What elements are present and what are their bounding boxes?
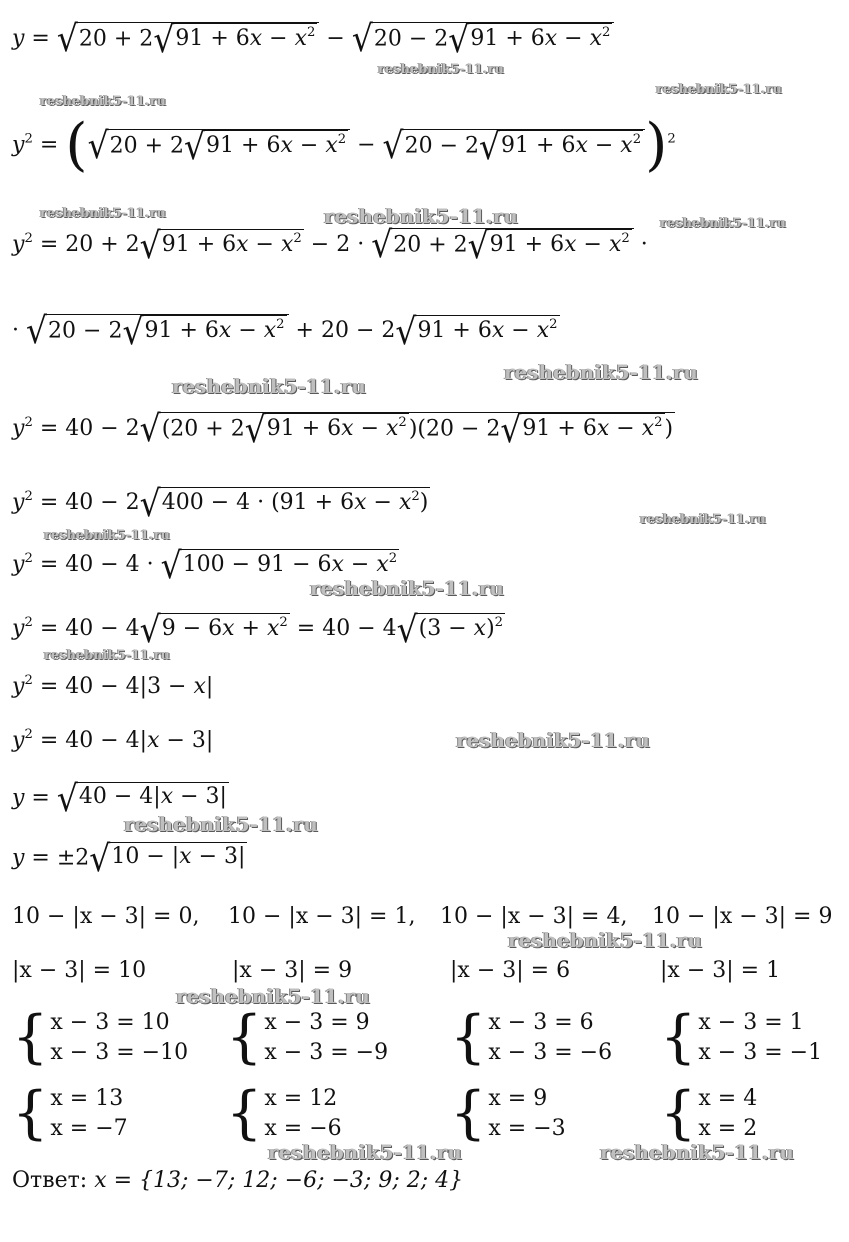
condition-2: 10 − |x − 3| = 4, <box>440 904 628 929</box>
equation-line-12: y = ±2 √ 10 − |x − 3| <box>12 837 246 880</box>
watermark: reshebnik5-11.ru <box>172 374 366 398</box>
system-2-1: { x = 12 x = −6 <box>226 1080 342 1147</box>
equation-line-2: $y^2$ = ( √ 20 + 2 √ $91 + 6x - x^2$ − √ 20 − 2 √ $91 + 6x - x^2$ )$^2$ <box>12 112 676 178</box>
condition-0: 10 − |x − 3| = 0, <box>12 904 200 929</box>
equation-line-6: $y^2 = 40 - 2$ √ $400 - 4 \cdot (91 + 6x - x^2)$ <box>12 481 429 525</box>
system-1-2: { x − 3 = 6 x − 3 = −6 <box>450 1004 613 1071</box>
answer-label: Ответ: <box>12 1168 88 1193</box>
watermark: reshebnik5-11.ru <box>44 648 171 663</box>
condition-3: 10 − |x − 3| = 9 <box>652 904 833 929</box>
watermark: reshebnik5-11.ru <box>268 1140 462 1164</box>
abs-result-3: |x − 3| = 1 <box>660 958 781 983</box>
watermark: reshebnik5-11.ru <box>40 94 167 109</box>
watermark: reshebnik5-11.ru <box>504 360 698 384</box>
equation-line-4: · √ 20 − 2 √ $91 + 6x - x^2$ + 20 − 2 √ $91 + 6x - x^2$ <box>12 309 558 353</box>
system-1-0: { x − 3 = 10 x − 3 = −10 <box>12 1004 189 1071</box>
watermark: reshebnik5-11.ru <box>324 204 518 228</box>
system-2-2: { x = 9 x = −3 <box>450 1080 566 1147</box>
watermark: reshebnik5-11.ru <box>44 528 171 543</box>
equation-line-9: $y^2 = 40 - 4|3 - x|$ <box>12 673 214 700</box>
watermark: reshebnik5-11.ru <box>176 984 370 1008</box>
watermark: reshebnik5-11.ru <box>378 62 505 77</box>
watermark: reshebnik5-11.ru <box>640 512 767 527</box>
answer-line <box>12 1166 463 1196</box>
watermark: reshebnik5-11.ru <box>656 82 783 97</box>
abs-result-0: |x − 3| = 10 <box>12 958 147 983</box>
equation-line-8: $y^2 = 40 - 4$ √ $9 - 6x + x^2$ = 40 − 4 √ $(3 - x)^2$ <box>12 607 504 651</box>
watermark: reshebnik5-11.ru <box>310 576 504 600</box>
watermark: reshebnik5-11.ru <box>508 928 702 952</box>
watermark: reshebnik5-11.ru <box>660 216 787 231</box>
abs-result-1: |x − 3| = 9 <box>232 958 353 983</box>
equation-line-1: y = √ 20 + 2 √ $91 + 6x - x^2$ − √ 20 − 2 √ $91 + 6x - x^2$ <box>12 22 614 56</box>
abs-result-2: |x − 3| = 6 <box>450 958 571 983</box>
system-2-3: { x = 4 x = 2 <box>660 1080 758 1147</box>
watermark: reshebnik5-11.ru <box>600 1140 794 1164</box>
equation-line-11: y = √ 40 − 4|x − 3| <box>12 777 227 820</box>
system-2-0: { x = 13 x = −7 <box>12 1080 128 1147</box>
watermark: reshebnik5-11.ru <box>40 206 167 221</box>
system-1-3: { x − 3 = 1 x − 3 = −1 <box>660 1004 823 1071</box>
watermark: reshebnik5-11.ru <box>456 728 650 752</box>
condition-1: 10 − |x − 3| = 1, <box>228 904 416 929</box>
answer-value: x = {13; −7; 12; −6; −3; 9; 2; 4} <box>94 1168 464 1193</box>
equation-line-3: $y^2 = 20 + 2$ √ $91 + 6x - x^2$ − 2 · √ 20 + 2 √ $91 + 6x - x^2$ · <box>12 223 648 268</box>
equation-line-10: $y^2 = 40 - 4|x - 3|$ <box>12 727 214 754</box>
equation-line-7: $y^2 = 40 - 4$ · √ $100 - 91 - 6x - x^2$ <box>12 543 398 587</box>
watermark: reshebnik5-11.ru <box>124 812 318 836</box>
equation-line-5: $y^2 = 40 - 2$ √ (20 + 2 √ $91 + 6x - x^2$ )(20 − 2 √ $91 + 6x - x^2$ ) <box>12 407 674 452</box>
system-1-1: { x − 3 = 9 x − 3 = −9 <box>226 1004 389 1071</box>
